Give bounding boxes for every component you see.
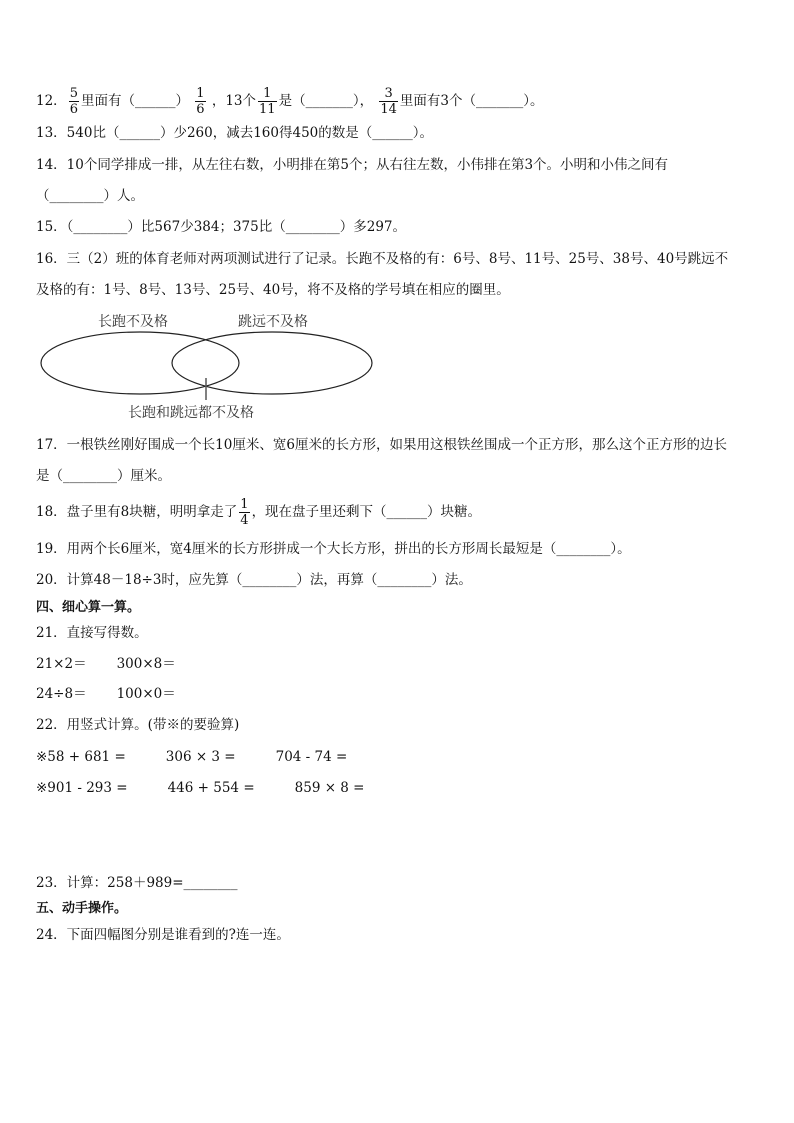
- q21-item: 21×2＝: [36, 656, 87, 672]
- question-17-line-2: 是（________）厘米。: [36, 468, 171, 484]
- q22-item: ※901 - 293 =: [36, 780, 128, 796]
- q12-text-1: 里面有（______）: [80, 93, 189, 109]
- question-14-line-2: （________）人。: [36, 188, 144, 204]
- venn-left-ellipse: [41, 332, 239, 394]
- q21-item: 300×8＝: [116, 656, 176, 672]
- q22-item: 704 - 74 =: [275, 749, 348, 765]
- q22-item: 306 × 3 =: [165, 749, 236, 765]
- fraction-1-11: $\frac{1}{11}$: [259, 86, 276, 117]
- q12-number: 12．: [36, 93, 67, 109]
- q22-row-1: [36, 748, 347, 766]
- question-16-line-1: 16．三（2）班的体育老师对两项测试进行了记录。长跑不及格的有：6号、8号、11号、25号、38号、40号跳远不: [36, 251, 729, 267]
- venn-diagram: [38, 330, 378, 410]
- question-20: 20．计算48－18÷3时，应先算（________）法，再算（________）法。: [36, 572, 472, 588]
- question-24: 24．下面四幅图分别是谁看到的?连一连。: [36, 927, 290, 943]
- q22-row-2: [36, 779, 365, 797]
- question-17-line-1: 17．一根铁丝刚好围成一个长10厘米、宽6厘米的长方形，如果用这根铁丝围成一个正方形，那么这个正方形的边长: [36, 437, 727, 453]
- question-23: 23．计算：258＋989=________: [36, 875, 238, 891]
- q18-text-1: 18．盘子里有8块糖，明明拿走了: [36, 504, 238, 520]
- section-4-heading: 四、细心算一算。: [36, 600, 141, 615]
- q12-text-4: 里面有3个（_______）。: [399, 93, 544, 109]
- venn-left-label: 长跑不及格: [98, 314, 168, 330]
- question-22: 22．用竖式计算。(带※的要验算): [36, 717, 240, 733]
- q22-item: 446 + 554 =: [167, 780, 255, 796]
- question-12: [36, 86, 544, 117]
- fraction-1-6: $\frac{1}{6}$: [196, 86, 205, 117]
- question-19: 19．用两个长6厘米，宽4厘米的长方形拼成一个大长方形，拼出的长方形周长最短是（________）。: [36, 541, 631, 557]
- q21-row-1: [36, 655, 176, 673]
- venn-bottom-label: 长跑和跳远都不及格: [128, 405, 254, 421]
- venn-right-ellipse: [172, 332, 372, 394]
- question-16-line-2: 及格的有：1号、8号、13号、25号、40号，将不及格的学号填在相应的圈里。: [36, 282, 510, 298]
- q18-text-2: ，现在盘子里还剩下（______）块糖。: [251, 504, 482, 520]
- fraction-1-4: $\frac{1}{4}$: [240, 497, 249, 528]
- section-5-heading: 五、动手操作。: [36, 901, 128, 916]
- q22-item: 859 × 8 =: [294, 780, 365, 796]
- question-18: [36, 497, 481, 528]
- fraction-3-14: $\frac{3}{14}$: [380, 86, 397, 117]
- q12-text-2: ，13个: [211, 93, 257, 109]
- q21-item: 100×0＝: [116, 686, 176, 702]
- question-13: 13．540比（______）少260，减去160得450的数是（______）。: [36, 125, 433, 141]
- q22-item: ※58 + 681 =: [36, 749, 126, 765]
- q12-text-3: 是（_______），: [278, 93, 374, 109]
- question-15: 15．（________）比567少384；375比（________）多297。: [36, 219, 406, 235]
- venn-right-label: 跳远不及格: [238, 314, 308, 330]
- q21-row-2: [36, 685, 176, 703]
- question-21: 21．直接写得数。: [36, 625, 148, 641]
- question-14-line-1: 14．10个同学排成一排，从左往右数，小明排在第5个；从右往左数，小伟排在第3个。小明和小伟之间有: [36, 157, 669, 173]
- q21-item: 24÷8＝: [36, 686, 87, 702]
- fraction-5-6: $\frac{5}{6}$: [69, 86, 78, 117]
